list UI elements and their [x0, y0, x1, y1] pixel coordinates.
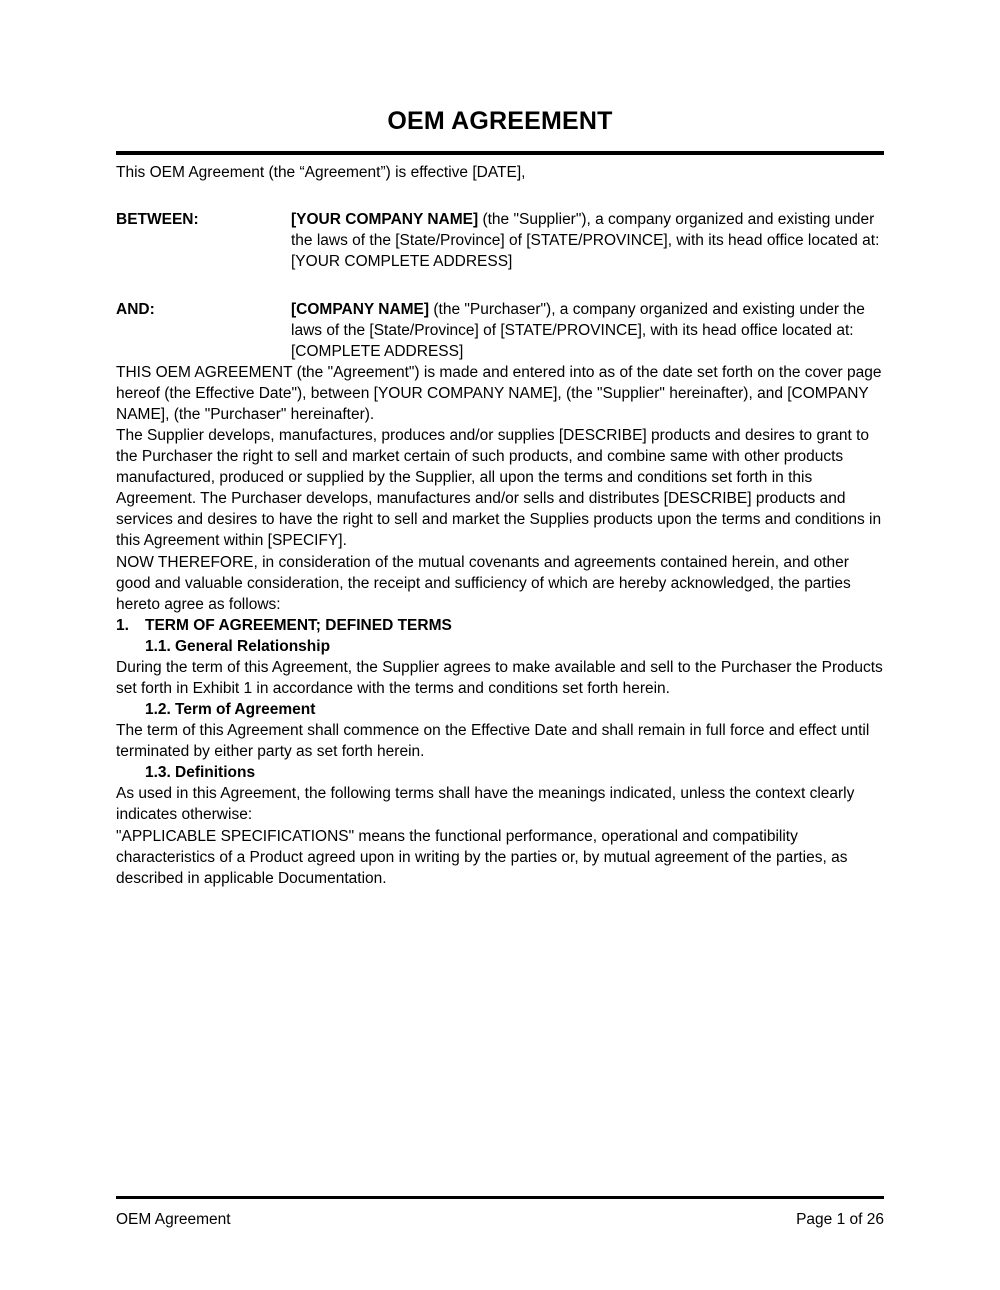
party-label-between: BETWEEN: — [116, 211, 199, 229]
subsection-title-1-1: General Relationship — [175, 637, 331, 655]
party-body-between — [291, 209, 884, 272]
title-divider — [116, 151, 884, 155]
party-block-and — [116, 299, 884, 362]
subsection-number-1-3: 1.3. — [145, 764, 171, 782]
page-title: OEM AGREEMENT — [387, 107, 613, 135]
subsection-number-1-1: 1.1. — [145, 637, 171, 655]
party-name-supplier: [YOUR COMPANY NAME] — [291, 211, 479, 229]
subsection-body-1-2: The term of this Agreement shall commence on the Effective Date and shall remain in full force and effect until terminated by either party as set forth herein. — [116, 722, 870, 761]
party-label-and: AND: — [116, 300, 155, 318]
footer-document-name: OEM Agreement — [116, 1211, 231, 1228]
party-address-supplier: [YOUR COMPLETE ADDRESS] — [291, 253, 513, 271]
party-block-between — [116, 209, 884, 272]
subsection-body-1-1: During the term of this Agreement, the Supplier agrees to make available and sell to the Purchaser the Products set forth in Exhibit 1 in accordance with the terms and conditions set forth herein. — [116, 658, 883, 697]
subsection-heading-1-2 — [116, 699, 884, 720]
subsection-number-1-2: 1.2. — [145, 701, 171, 719]
subsection-heading-1-1 — [116, 636, 884, 657]
party-description-and — [291, 299, 884, 341]
subsection-heading-1-3 — [116, 762, 884, 783]
section-title-1: TERM OF AGREEMENT; DEFINED TERMS — [145, 616, 452, 634]
section-number-1: 1. — [116, 616, 129, 634]
party-description-text-purchaser: (the "Purchaser"), a company organized and existing under the laws of the [State/Province] of [STATE/PROVINCE], with its head office located at: — [291, 300, 865, 339]
party-description-text-supplier: (the "Supplier"), a company organized and existing under the laws of the [State/Province] of [STATE/PROVINCE], with its head office located at: — [291, 211, 880, 250]
section-heading-1 — [116, 615, 884, 636]
page-footer — [116, 1196, 884, 1230]
definition-paragraph-applicable-specifications: "APPLICABLE SPECIFICATIONS" means the functional performance, operational and compatibility characteristics of a Product agreed upon in writing by the parties or, by mutual agreement of the parties, as described in applicable Documentation. — [116, 827, 848, 887]
intro-line: This OEM Agreement (the “Agreement”) is effective [DATE], — [116, 164, 526, 182]
party-body-and — [291, 299, 884, 362]
footer-row — [116, 1199, 884, 1230]
subsection-title-1-2: Term of Agreement — [175, 701, 316, 719]
recital-paragraph-2: The Supplier develops, manufactures, produces and/or supplies [DESCRIBE] products and desires to grant to the Purchaser the right to sell and market certain of such products, and combine same with other products manufactured, produced or supplied by the Supplier, all upon the terms and conditions set forth in this Agreement. The Purchaser develops, manufactures and/or sells and distributes [DESCRIBE] products and services and desires to have the right to sell and market the Supplies products upon the terms and conditions in this Agreement within [SPECIFY]. — [116, 427, 882, 550]
recital-paragraph-3: NOW THEREFORE, in consideration of the mutual covenants and agreements contained herein, and other good and valuable consideration, the receipt and sufficiency of which are hereby acknowledged, the parties hereto agree as follows: — [116, 553, 851, 613]
subsection-title-1-3: Definitions — [175, 764, 256, 782]
recital-paragraph-1: THIS OEM AGREEMENT (the "Agreement") is made and entered into as of the date set forth on the cover page hereof (the Effective Date"), between [YOUR COMPANY NAME], (the "Supplier" hereinafter), and [COMPANY NAME], (the "Purchaser" hereinafter). — [116, 363, 882, 423]
document-content — [116, 0, 884, 889]
footer-page-number: Page 1 of 26 — [796, 1211, 884, 1228]
subsection-body-1-3: As used in this Agreement, the following terms shall have the meanings indicated, unless the context clearly indicates otherwise: — [116, 785, 855, 824]
party-name-purchaser: [COMPANY NAME] — [291, 300, 430, 318]
party-description-between — [291, 209, 884, 251]
party-address-purchaser: [COMPLETE ADDRESS] — [291, 342, 464, 360]
